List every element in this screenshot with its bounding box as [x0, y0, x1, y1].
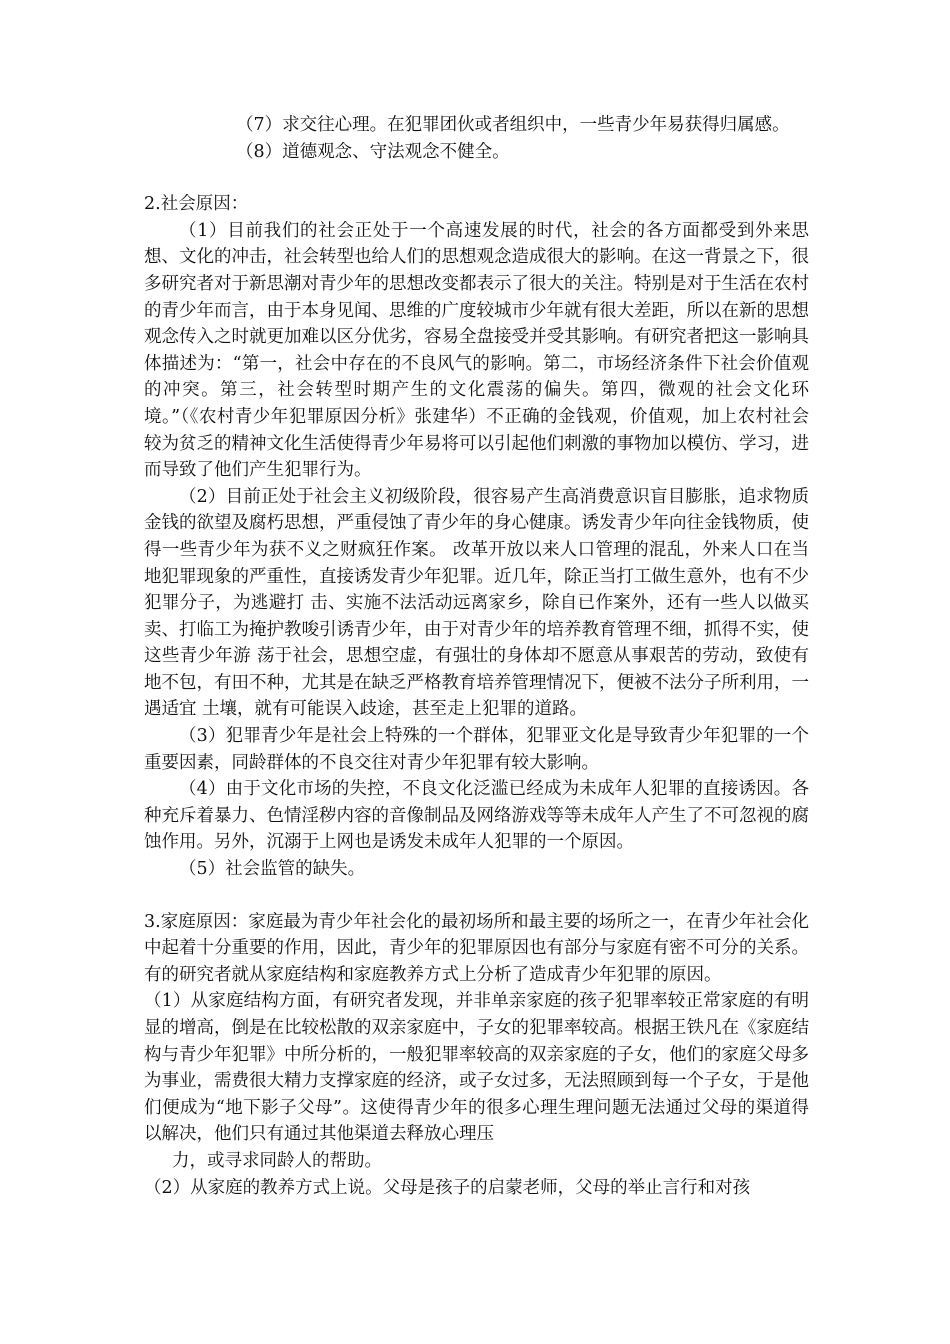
- social-paragraph-4: （4）由于文化市场的失控，不良文化泛滥已经成为未成年人犯罪的直接诱因。各种充斥着暴力、色情淫秽内容的音像制品及网络游戏等等未成年人产生了不可忽视的腐蚀作用。另外，沉溺于上网也是诱发未成年人犯罪的一个原因。: [144, 779, 809, 853]
- document-body: [144, 112, 809, 1201]
- social-paragraph-5: （5）社会监管的缺失。: [179, 859, 366, 880]
- family-item-2: （2）从家庭的教养方式上说。父母是孩子的启蒙老师，父母的举止言行和对孩: [144, 1177, 751, 1198]
- family-item-1: （1）从家庭结构方面，有研究者发现，并非单亲家庭的孩子犯罪率较正常家庭的有明显的增高，倒是在比较松散的双亲家庭中，子女的犯罪率较高。根据王铁凡在《家庭结构与青少年犯罪》中所分析的，一般犯罪率较高的双亲家庭的子女，他们的家庭父母多为事业，需费很大精力支撑家庭的经济，或子女过多，无法照顾到每一个子女，于是他们便成为“地下影子父母”。这使得青少年的很多心理生理问题无法通过父母的渠道得以解决，他们只有通过其他渠道去释放心理压: [144, 991, 809, 1145]
- social-paragraph-3: （3）犯罪青少年是社会上特殊的一个群体，犯罪亚文化是导致青少年犯罪的一个重要因素，同龄群体的不良交往对青少年犯罪有较大影响。: [144, 726, 809, 773]
- family-intro: 3.家庭原因：家庭最为青少年社会化的最初场所和最主要的场所之一，在青少年社会化中起着十分重要的作用，因此，青少年的犯罪原因也有部分与家庭有密不可分的关系。有的研究者就从家庭结构和家庭教养方式上分析了造成青少年犯罪的原因。: [144, 911, 809, 985]
- psych-item-8: （8）道德观念、守法观念不健全。: [236, 141, 510, 162]
- social-heading: 2.社会原因：: [144, 194, 249, 215]
- social-paragraph-1: （1）目前我们的社会正处于一个高速发展的时代，社会的各方面都受到外来思想、文化的冲击，社会转型也给人们的思想观念造成很大的影响。在这一背景之下，很多研究者对于新思潮对青少年的思想改变都表示了很大的关注。特别是对于生活在农村的青少年而言，由于本身见闻、思维的广度较城市少年就有很大差距，所以在新的思想观念传入之时就更加难以区分优劣，容易全盘接受并受其影响。有研究者把这一影响具体描述为：“第一，社会中存在的不良风气的影响。第二，市场经济条件下社会价值观的冲突。第三，社会转型时期产生的文化震荡的偏失。第四，微观的社会文化环境。”（《农村青少年犯罪原因分析》张建华）不正确的金钱观，价值观，加上农村社会较为贫乏的精神文化生活使得青少年易将可以引起他们刺激的事物加以模仿、学习，进而导致了他们产生犯罪行为。: [144, 220, 809, 481]
- social-paragraph-2: （2）目前正处于社会主义初级阶段，很容易产生高消费意识盲目膨胀，追求物质金钱的欲望及腐朽思想，严重侵蚀了青少年的身心健康。诱发青少年向往金钱物质，使得一些青少年为获不义之财疯狂作案。 改革开放以来人口管理的混乱，外来人口在当地犯罪现象的严重性，直接诱发青少年犯罪。近几年，除正当打工做生意外，也有不少犯罪分子，为逃避打 击、实施不法活动远离家乡，除自已作案外，还有一些人以做买卖、打临工为掩护教唆引诱青少年，由于对青少年的培养教育管理不细，抓得不实，使这些青少年游 荡于社会，思想空虚，有强壮的身体却不愿意从事艰苦的劳动，致使有地不包，有田不种，尤其是在缺乏严格教育培养管理情况下，便被不法分子所利用，一遇适宜 土壤，就有可能误入歧途，甚至走上犯罪的道路。: [144, 486, 809, 720]
- psych-item-7: （7）求交往心理。在犯罪团伙或者组织中，一些青少年易获得归属感。: [236, 115, 790, 135]
- family-item-1-tail: 力，或寻求同龄人的帮助。: [172, 1150, 382, 1171]
